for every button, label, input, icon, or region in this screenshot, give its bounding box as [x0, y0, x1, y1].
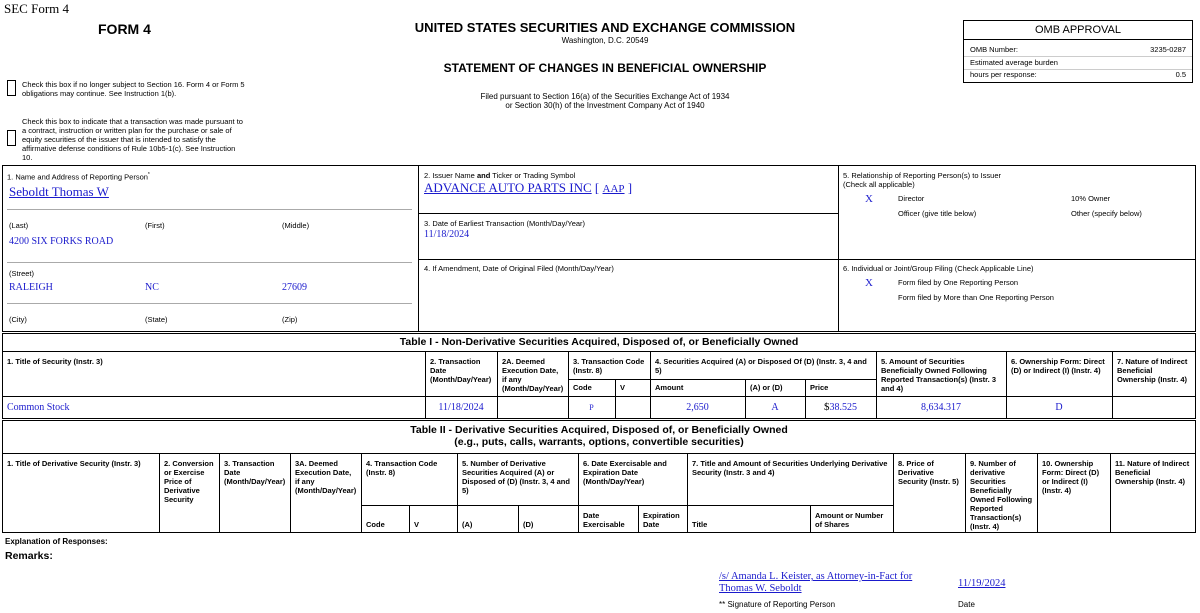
street-address: 4200 SIX FORKS ROAD [9, 236, 114, 247]
date-label: Date [958, 600, 975, 609]
amendment-label: 4. If Amendment, Date of Original Filed (Month/Day/Year) [424, 264, 614, 273]
issuer-name-link[interactable]: ADVANCE AUTO PARTS INC [424, 180, 592, 195]
omb-approval-box [963, 20, 1193, 83]
t2-col-v: V [414, 520, 420, 529]
t2-col-code: Code [366, 520, 385, 529]
t2-col-number-derivative: 5. Number of Derivative Securities Acquired (A) or Disposed of (D) (Instr. 3, 4 and 5) [462, 459, 570, 495]
t2-col-underlying: 7. Title and Amount of Securities Underlying Derivative Security (Instr. 3 and 4) [692, 459, 888, 477]
checkbox1-text: Check this box if no longer subject to Section 16. Form 4 or Form 5 obligations may continue. See Instruction 1(b). [22, 80, 245, 98]
other-label: Other (specify below) [1071, 209, 1142, 218]
t1-col-owned-following: 5. Amount of Securities Beneficially Owned Following Reported Transaction(s) (Instr. 3 and 4) [881, 357, 997, 393]
reporting-person-name-link[interactable]: Seboldt Thomas W [9, 184, 109, 199]
director-label: Director [898, 194, 925, 203]
omb-hours-label: hours per response: [970, 70, 1037, 79]
officer-label: Officer (give title below) [898, 209, 977, 218]
row-transaction-date: 11/18/2024 [438, 402, 484, 413]
omb-hours-value: 0.5 [1175, 70, 1186, 79]
filed-pursuant-text: Filed pursuant to Section 16(a) of the Securities Exchange Act of 1934 or Section 30(h) of the Investment Company Act of 1940 [480, 92, 730, 110]
relationship-label: 5. Relationship of Reporting Person(s) to Issuer (Check all applicable) [843, 171, 1001, 189]
zip-value: 27609 [282, 282, 307, 293]
state-value: NC [145, 282, 159, 293]
t2-col-nature: 11. Nature of Indirect Beneficial Ownership (Instr. 4) [1115, 459, 1190, 486]
earliest-transaction-label: 3. Date of Earliest Transaction (Month/Day/Year) [424, 219, 586, 228]
one-person-check-mark: X [865, 277, 873, 289]
omb-number-value: 3235-0287 [1150, 45, 1186, 54]
t1-col-amount: Amount [655, 383, 684, 392]
signature-link[interactable]: /s/ Amanda L. Keister, as Attorney-in-Fact for Thomas W. Seboldt [719, 571, 913, 594]
agency-title: UNITED STATES SECURITIES AND EXCHANGE COMMISSION [414, 20, 796, 35]
t1-col-price: Price [810, 383, 829, 392]
row-owned-following: 8,634.317 [921, 402, 961, 413]
t1-col-securities: 4. Securities Acquired (A) or Disposed Of (D) (Instr. 3, 4 and 5) [655, 357, 867, 375]
ticker-link[interactable]: AAP [602, 183, 625, 195]
t2-col-number-owned: 9. Number of derivative Securities Beneficially Owned Following Reported Transaction(s) (Instr. 4) [970, 459, 1033, 531]
table1-title: Table I - Non-Derivative Securities Acquired, Disposed of, or Beneficially Owned [399, 336, 799, 348]
t2-col-disposed: (D) [523, 520, 534, 529]
row-security: Common Stock [7, 402, 70, 413]
one-person-label: Form filed by One Reporting Person [898, 278, 1019, 287]
explanation-label: Explanation of Responses: [5, 537, 108, 546]
issuer-label: 2. Issuer Name and Ticker or Trading Symbol [424, 171, 576, 180]
t1-col-code: Code [573, 383, 592, 392]
signature-date-link[interactable]: 11/19/2024 [958, 578, 1006, 589]
row-ownership-form: D [1055, 402, 1063, 413]
t2-col-acquired: (A) [462, 520, 473, 529]
row-code: P [589, 403, 594, 412]
earliest-transaction-date: 11/18/2024 [424, 229, 470, 240]
ten-percent-owner-label: 10% Owner [1071, 194, 1111, 203]
signature-label: ** Signature of Reporting Person [719, 600, 836, 609]
t1-col-nature: 7. Nature of Indirect Beneficial Ownership (Instr. 4) [1117, 357, 1188, 384]
agency-location: Washington, D.C. 20549 [561, 36, 649, 45]
more-persons-label: Form filed by More than One Reporting Person [898, 293, 1054, 302]
row-price: $38.525 [824, 401, 857, 413]
t1-col-transaction-date: 2. Transaction Date (Month/Day/Year) [430, 357, 492, 384]
omb-title: OMB APPROVAL [1035, 24, 1121, 36]
t2-col-deemed-date: 3A. Deemed Execution Date, if any (Month/Day/Year) [295, 459, 357, 495]
t2-col-underlying-amount: Amount or Number of Shares [815, 511, 884, 529]
t2-col-date-exercisable: Date Exercisable [583, 511, 625, 529]
table2-title: Table II - Derivative Securities Acquired, Disposed of, or Beneficially Owned (e.g., puts, calls, warrants, options, convertible securities) [410, 424, 788, 448]
omb-burden-label: Estimated average burden [970, 58, 1058, 67]
street-label: (Street) [9, 269, 35, 278]
t2-col-conversion: 2. Conversion or Exercise Price of Derivative Security [164, 459, 214, 504]
city-label: (City) [9, 315, 27, 324]
row-amount: 2,650 [686, 402, 709, 413]
t1-col-a-or-d: (A) or (D) [750, 383, 783, 392]
t2-col-expiration-date: Expiration Date [643, 511, 680, 529]
t1-col-v: V [620, 383, 626, 392]
t1-col-ownership-form: 6. Ownership Form: Direct (D) or Indirect (I) (Instr. 4) [1011, 357, 1105, 375]
omb-number-label: OMB Number: [970, 45, 1018, 54]
t2-col-ownership-form: 10. Ownership Form: Direct (D) or Indirect (I) (Instr. 4) [1042, 459, 1100, 495]
reporting-person-label: 1. Name and Address of Reporting Person* [7, 172, 150, 182]
t1-col-deemed-date: 2A. Deemed Execution Date, if any (Month/Day/Year) [502, 357, 564, 393]
city-value: RALEIGH [9, 282, 53, 293]
rule-10b5-1-checkbox[interactable] [7, 130, 16, 146]
state-label: (State) [145, 315, 168, 324]
t2-col-transaction-code: 4. Transaction Code (Instr. 8) [366, 459, 438, 477]
form-title: FORM 4 [98, 21, 151, 37]
t2-col-underlying-title: Title [692, 520, 708, 529]
director-check-mark: X [865, 193, 873, 205]
issuer-name-line: ADVANCE AUTO PARTS INC [ AAP ] [424, 180, 633, 195]
row-a-or-d: A [771, 402, 779, 413]
filing-label: 6. Individual or Joint/Group Filing (Check Applicable Line) [843, 264, 1034, 273]
t2-col-transaction-date: 3. Transaction Date (Month/Day/Year) [224, 459, 286, 486]
middle-label: (Middle) [282, 221, 310, 230]
t2-col-title: 1. Title of Derivative Security (Instr. 3) [7, 459, 141, 468]
last-label: (Last) [9, 221, 29, 230]
doc-label: SEC Form 4 [4, 1, 70, 16]
remarks-label: Remarks: [5, 550, 53, 562]
t1-col-transaction-code: 3. Transaction Code (Instr. 8) [573, 357, 645, 375]
zip-label: (Zip) [282, 315, 298, 324]
t1-col-title: 1. Title of Security (Instr. 3) [7, 357, 103, 366]
no-longer-subject-checkbox[interactable] [7, 80, 16, 96]
t2-col-price: 8. Price of Derivative Security (Instr. 5) [898, 459, 959, 486]
t2-col-exercisable-expiration: 6. Date Exercisable and Expiration Date (Month/Day/Year) [583, 459, 667, 486]
checkbox2-text: Check this box to indicate that a transaction was made pursuant to a contract, instruction or written plan for the purchase or sale of equity securities of the issuer that is intended to satisfy the affirmative defense conditions of Rule 10b5-1(c). See Instruction 10. [22, 117, 243, 162]
statement-title: STATEMENT OF CHANGES IN BENEFICIAL OWNERSHIP [443, 61, 767, 75]
first-label: (First) [145, 221, 165, 230]
